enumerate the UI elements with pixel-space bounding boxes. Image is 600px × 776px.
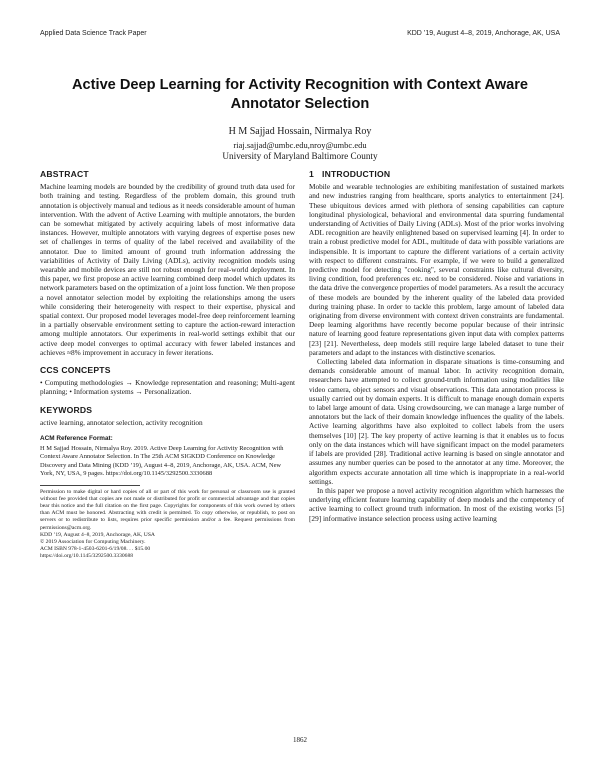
intro-paragraph-2: Collecting labeled data information in disparate situations is time-consuming and demands considerable amount of manual labor. In activity recognition domain, researchers have attempted to collect ground-truth information using modalities like video camera, object sensors and visual observations. This data annotation process is usually carried out by domain experts. It is difficult to manage enough domain experts to label large amount of data. Using crowdsourcing, we can manage a large number of annotators but the lack of their domain knowledge influences the quality of the labels. Active learning algorithms have also exploited to collect labels from the users themselves [10] [2]. The key property of active learning is that it enables us to focus only on the data instances which will have significant impact on the model parameters if labels are provided [28]. Traditional active learning is based on single annotator and assumes any number queries can be posed to the annotator at any time. Moreover, the algorithm expects accurate annotation all time which is inappropriate in a real-world settings. <box>309 357 564 486</box>
permission-venue: KDD ’19, August 4–8, 2019, Anchorage, AK, USA <box>40 531 155 538</box>
section-number: 1 <box>309 169 314 179</box>
paper-title: Active Deep Learning for Activity Recognition with Context Aware Annotator Selection <box>72 77 528 112</box>
author-emails: riaj.sajjad@umbc.edu,nroy@umbc.edu <box>233 140 367 150</box>
acm-reference-text: H M Sajjad Hossain, Nirmalya Roy. 2019. Active Deep Learning for Activity Recognition with Context Aware Annotator Selection. In The 25th ACM SIGKDD Conference on Knowledge Discovery and Data Mining (KDD ’19), August 4–8, 2019, Anchorage, AK, USA. ACM, New York, NY, USA, 9 pages. https://doi.org/10.1145/3292500.3330688 <box>40 445 284 477</box>
permission-copyright: © 2019 Association for Computing Machinery. <box>40 538 146 545</box>
keywords-text: active learning, annotator selection, activity recognition <box>40 417 203 427</box>
abstract-heading: ABSTRACT <box>40 169 89 179</box>
abstract-text: Machine learning models are bounded by the credibility of ground truth data used for both training and testing. Regardless of the problem domain, this ground truth annotation is objectively manual and tedious as it needs considerable amount of human intervention. With the advent of Active Learning with multiple annotators, the burden can be somewhat mitigated by actively acquiring labels of most informative data instances. However, multiple annotators with varying degrees of expertise poses new set of challenges in terms of quality of the label received and availability of the annotator. Due to limited amount of ground truth information addressing the variabilities of Activity of Daily Living (ADLs), activity recognition models using wearable and mobile devices are still not robust enough for real-world deployment. In this paper, we first propose an active learning combined deep model which updates its network parameters based on the optimization of a joint loss function. We then propose a novel annotator selection model by exploiting the relationships among the users while considering their heterogeneity with respect to their expertise, physical and spatial context. Our proposed model leverages model-free deep reinforcement learning in a partially observable environment setting to capture the action-reward interaction among multiple annotators. Our experiments in real-world settings exhibit that our active deep model converges to optimal accuracy with fewer labeled instances and achieves ≈8% improvement in accuracy in fewer iterations. <box>40 182 295 357</box>
running-header-right: KDD ’19, August 4–8, 2019, Anchorage, AK, USA <box>407 30 560 37</box>
permission-isbn: ACM ISBN 978-1-4503-6201-6/19/08. . . $15.00 <box>40 545 151 552</box>
keywords-heading: KEYWORDS <box>40 404 93 415</box>
authors: H M Sajjad Hossain, Nirmalya Roy <box>228 126 372 137</box>
permission-block <box>40 489 295 560</box>
right-column <box>309 170 564 523</box>
intro-paragraph-3: In this paper we propose a novel activity recognition algorithm which harnesses the underlying efficient feature learning capability of deep models and the competency of active learning to collect ground truth information. In most of the existing works [5] [29] informative instance selection process using active learning <box>309 485 564 523</box>
left-column <box>40 170 295 560</box>
acm-reference-heading: ACM Reference Format: <box>40 435 113 443</box>
ccs-text: • Computing methodologies → Knowledge representation and reasoning; Multi-agent planning; • Information systems → Personalization. <box>40 378 295 397</box>
permission-text: Permission to make digital or hard copies of all or part of this work for personal or classroom use is granted without fee provided that copies are not made or distributed for profit or commercial advantage and that copies bear this notice and the full citation on the first page. Copyrights for components of this work owned by others than ACM must be honored. Abstracting with credit is permitted. To copy otherwise, or republish, to post on servers or to redistribute to lists, requires prior specific permission and/or a fee. Request permissions from permissions@acm.org. <box>40 489 295 531</box>
permission-doi: https://doi.org/10.1145/3292500.3330688 <box>40 552 134 559</box>
intro-paragraph-1: Mobile and wearable technologies are exhibiting manifestation of sustained markets and new industries ranging from healthcare, sports analytics to entertainment [24]. These ubiquitous devices armed with plethora of sensing capabilities can capture longitudinal physiological, behavioral and environmental data spurring fundamental understanding of Activities of Daily Living (ADLs). Most of the prior works involving ADL recognition are heavily enlightened based on supervised learning [4]. In order to train a robust predictive model for ADL, multitude of data with possible variations are indispensible. It is important to capture the different variations of a certain activity with respect to different constraints. For example, if we were to build a generalized predictive model for detecting "cooking", several constraints like cultural diversity, living condition, food preferences etc. need to be considered. Noise and variations in the data drive the convergence properties of model parameters. As a result the accuracy of these models are bounded by the inherent quality of the labeled data provided during training phase. In order to tackle this problem, large amount of labeled data originating from diverse environment with context driven constraints are fundamental. Deep learning algorithms have recently become popular because of their intrinsic nature of learning good feature representations given input data with complex patterns [23] [21]. Nevertheless, deep models still require large labeled dataset to tune their parameters and adapt to the instances with distinctive scenarios. <box>309 182 564 357</box>
ccs-heading: CCS CONCEPTS <box>40 365 111 376</box>
introduction-heading <box>309 170 564 179</box>
running-header-left: Applied Data Science Track Paper <box>40 30 147 37</box>
page-number: 1862 <box>293 736 307 744</box>
footnote-rule <box>40 485 140 486</box>
section-title: INTRODUCTION <box>321 169 391 179</box>
affiliation: University of Maryland Baltimore County <box>222 151 378 161</box>
